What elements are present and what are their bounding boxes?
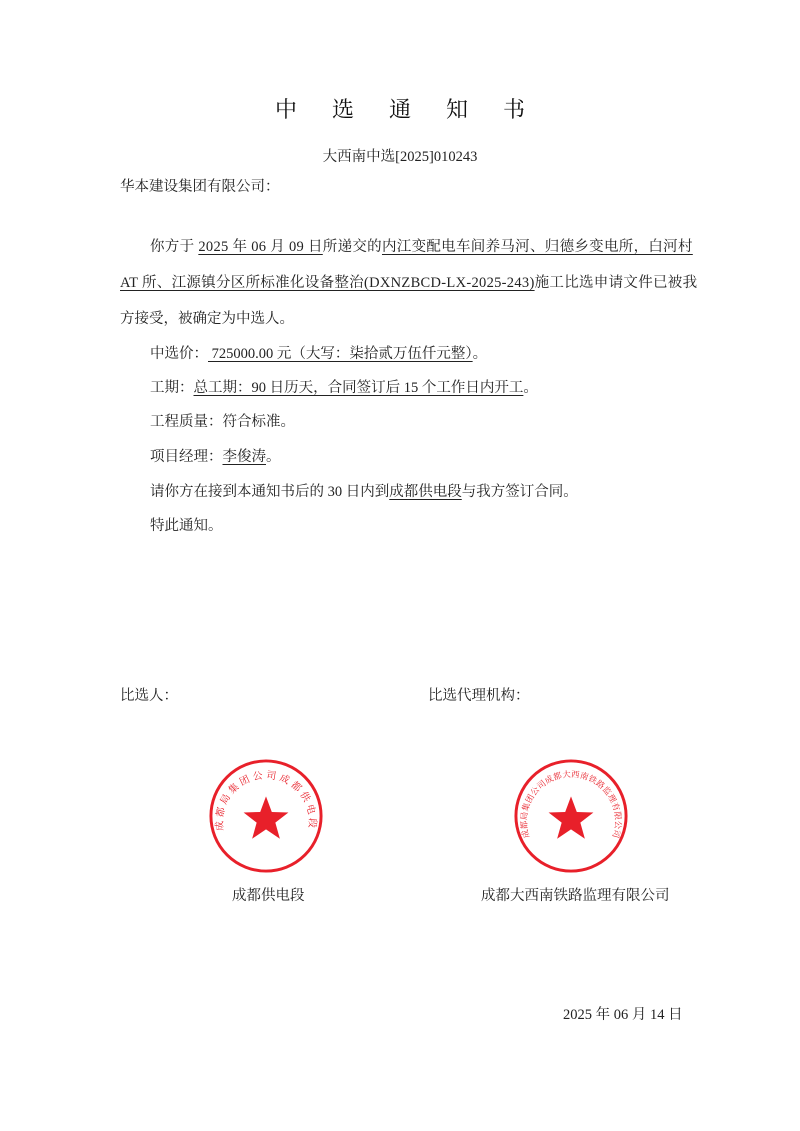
period-suffix: 。 <box>523 380 538 396</box>
page-title: 中 选 通 知 书 <box>275 98 539 123</box>
contract-suffix: 与我方签订合同。 <box>461 484 578 500</box>
submission-date: 2025 年 06 月 09 日 <box>198 239 323 255</box>
paragraph-line-3: 方接受，被确定为中选人。 <box>120 311 294 327</box>
paragraph-line-1 <box>150 237 693 257</box>
manager-label: 项目经理： <box>150 449 223 465</box>
seal-chengdu-power-supply <box>207 757 325 875</box>
price-label: 中选价： <box>150 346 208 362</box>
price-suffix: 。 <box>472 346 488 362</box>
period-line <box>150 378 538 398</box>
document-number: 大西南中选[2025]010243 <box>322 149 478 165</box>
para-mid: 所递交的 <box>322 239 382 255</box>
star-icon <box>549 796 594 838</box>
contract-prefix: 请你方在接到本通知书后的 30 日内到 <box>150 484 390 500</box>
seal-dxn-railway-supervision <box>512 757 630 875</box>
contract-place: 成都供电段 <box>389 484 462 500</box>
agent-name: 成都大西南铁路监理有限公司 <box>481 888 670 904</box>
issue-date: 2025 年 06 月 14 日 <box>563 1007 683 1023</box>
paragraph-line-2 <box>120 273 697 293</box>
seal-text-right: 成都局集团公司成都大西南铁路监理有限公司 <box>518 768 624 840</box>
bidder-label: 比选人： <box>120 688 178 704</box>
closing-line: 特此通知。 <box>150 518 223 534</box>
manager-line <box>150 447 281 467</box>
star-icon <box>244 796 289 838</box>
para-suffix: 施工比选申请文件已被我 <box>534 275 698 291</box>
price-value: 725000.00 元（大写：柒拾贰万伍仟元整） <box>208 346 473 362</box>
project-name-part1: 内江变配电车间养马河、归德乡变电所，白河村 <box>381 239 693 255</box>
project-name-part2: AT 所、江源镇分区所标准化设备整治(DXNZBCD-LX-2025-243) <box>120 275 535 291</box>
agent-label: 比选代理机构： <box>428 688 530 704</box>
price-line <box>150 344 487 364</box>
bidder-name: 成都供电段 <box>232 888 305 904</box>
manager-value: 李俊涛 <box>222 449 266 465</box>
recipient: 华本建设集团有限公司： <box>120 179 280 195</box>
para-prefix: 你方于 <box>150 239 195 255</box>
manager-suffix: 。 <box>266 449 281 465</box>
quality-label: 工程质量： <box>150 414 223 430</box>
quality-line <box>150 412 295 432</box>
seal-text-left: 成都局集团公司成都供电段 <box>214 770 318 832</box>
quality-value: 符合标准。 <box>222 414 295 430</box>
period-value: 总工期：90 日历天，合同签订后 15 个工作日内开工 <box>193 380 524 396</box>
contract-line <box>150 482 578 502</box>
period-label: 工期： <box>150 380 194 396</box>
